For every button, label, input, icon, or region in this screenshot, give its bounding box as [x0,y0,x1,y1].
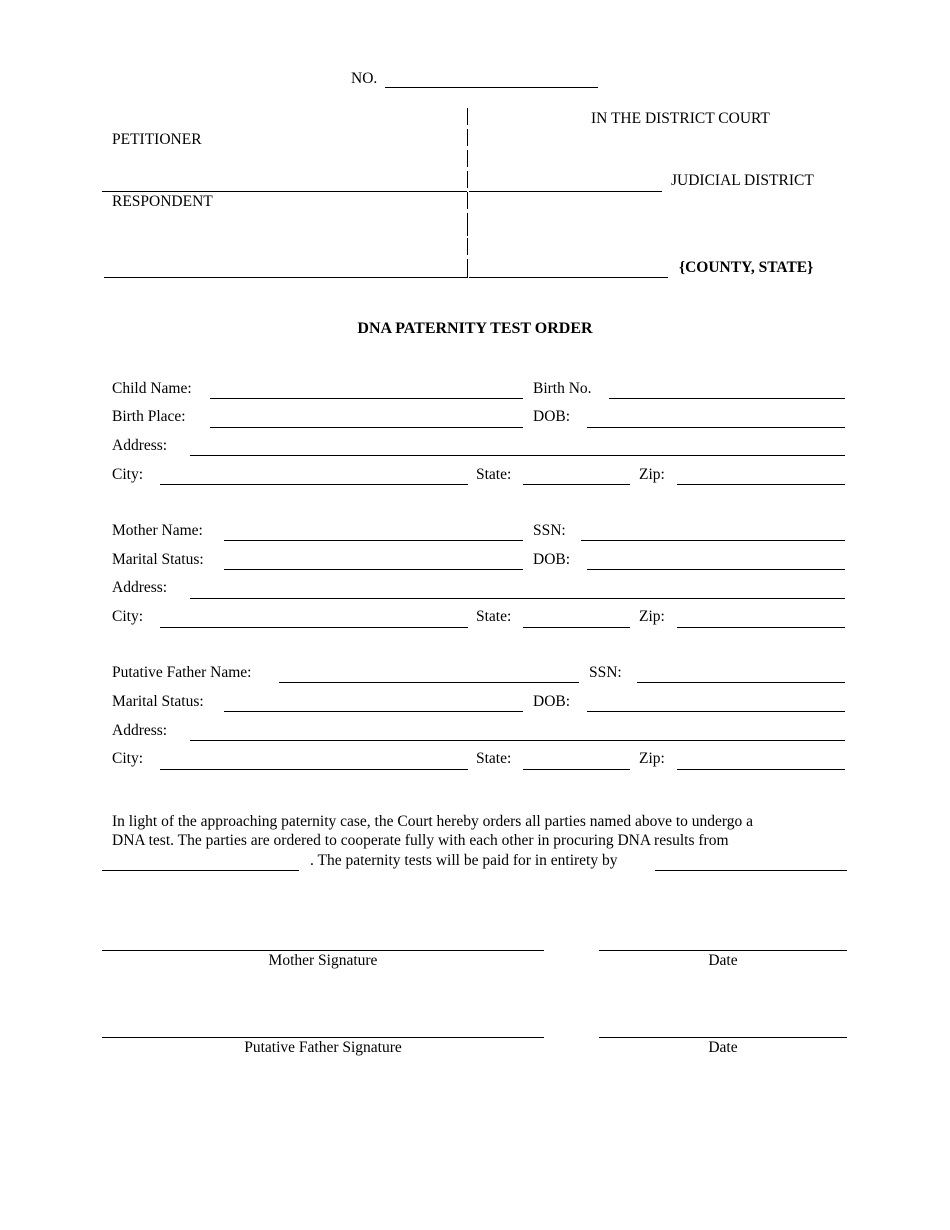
child-state-label: State: [476,466,512,483]
mother-name-field[interactable] [224,540,523,541]
father-ssn-field[interactable] [637,682,845,683]
mother-zip-field[interactable] [677,627,845,628]
caption-divider [467,150,468,167]
child-birth-place-field[interactable] [210,427,523,428]
case-no-label: NO. [351,70,378,87]
father-signature-label: Putative Father Signature [244,1039,402,1056]
father-zip-label: Zip: [639,750,665,767]
payer-field[interactable] [655,870,847,871]
father-zip-field[interactable] [677,769,845,770]
order-text-line-3: . The paternity tests will be paid for in entirety by [310,852,618,869]
father-city-field[interactable] [160,769,468,770]
judicial-district-field[interactable] [469,191,662,192]
order-text-line-1: In light of the approaching paternity case, the Court hereby orders all parties named above to undergo a [112,813,754,830]
mother-dob-label: DOB: [533,551,571,568]
caption-divider [467,213,468,236]
caption-divider [467,259,468,278]
child-address-label: Address: [112,437,168,454]
child-dob-field[interactable] [587,427,845,428]
mother-city-field[interactable] [160,627,468,628]
mother-marital-field[interactable] [224,569,523,570]
mother-date-label: Date [708,952,738,969]
order-text-line-2: DNA test. The parties are ordered to cooperate fully with each other in procuring DNA results from [112,832,729,849]
father-dob-field[interactable] [587,711,845,712]
mother-state-field[interactable] [523,627,630,628]
child-state-field[interactable] [523,484,630,485]
caption-divider [467,108,468,125]
caption-divider [467,192,468,209]
mother-signature-label: Mother Signature [268,952,378,969]
child-address-field[interactable] [190,455,845,456]
father-name-label: Putative Father Name: [112,664,252,681]
judicial-district-label: JUDICIAL DISTRICT [671,172,814,189]
father-marital-label: Marital Status: [112,693,204,710]
petitioner-field[interactable] [102,191,467,192]
child-birth-no-label: Birth No. [533,380,592,397]
county-state-label: {COUNTY, STATE} [679,259,814,276]
respondent-field[interactable] [104,277,467,278]
child-zip-field[interactable] [677,484,845,485]
mother-address-label: Address: [112,579,168,596]
mother-address-field[interactable] [190,598,845,599]
mother-ssn-label: SSN: [533,522,566,539]
father-city-label: City: [112,750,144,767]
mother-state-label: State: [476,608,512,625]
child-birth-no-field[interactable] [609,398,845,399]
mother-name-label: Mother Name: [112,522,203,539]
child-name-field[interactable] [210,398,523,399]
caption-divider [467,171,468,188]
dna-lab-field[interactable] [102,870,299,871]
child-birth-place-label: Birth Place: [112,408,186,425]
father-ssn-label: SSN: [589,664,622,681]
caption-divider [467,129,468,146]
child-name-label: Child Name: [112,380,192,397]
mother-dob-field[interactable] [587,569,845,570]
mother-ssn-field[interactable] [581,540,845,541]
mother-zip-label: Zip: [639,608,665,625]
court-label: IN THE DISTRICT COURT [591,110,770,127]
father-name-field[interactable] [279,682,579,683]
child-city-label: City: [112,466,144,483]
mother-signature-field[interactable] [102,950,544,951]
mother-marital-label: Marital Status: [112,551,204,568]
caption-divider [467,238,468,255]
father-dob-label: DOB: [533,693,571,710]
father-address-field[interactable] [190,740,845,741]
mother-city-label: City: [112,608,144,625]
page-title: DNA PATERNITY TEST ORDER [357,320,593,337]
father-address-label: Address: [112,722,168,739]
petitioner-label: PETITIONER [112,131,202,148]
child-dob-label: DOB: [533,408,571,425]
child-zip-label: Zip: [639,466,665,483]
father-date-label: Date [708,1039,738,1056]
father-marital-field[interactable] [224,711,523,712]
father-date-field[interactable] [599,1037,847,1038]
case-no-field[interactable] [385,87,598,88]
father-state-label: State: [476,750,512,767]
child-city-field[interactable] [160,484,468,485]
father-signature-field[interactable] [102,1037,544,1038]
respondent-label: RESPONDENT [112,193,213,210]
father-state-field[interactable] [523,769,630,770]
county-state-field[interactable] [469,277,668,278]
mother-date-field[interactable] [599,950,847,951]
